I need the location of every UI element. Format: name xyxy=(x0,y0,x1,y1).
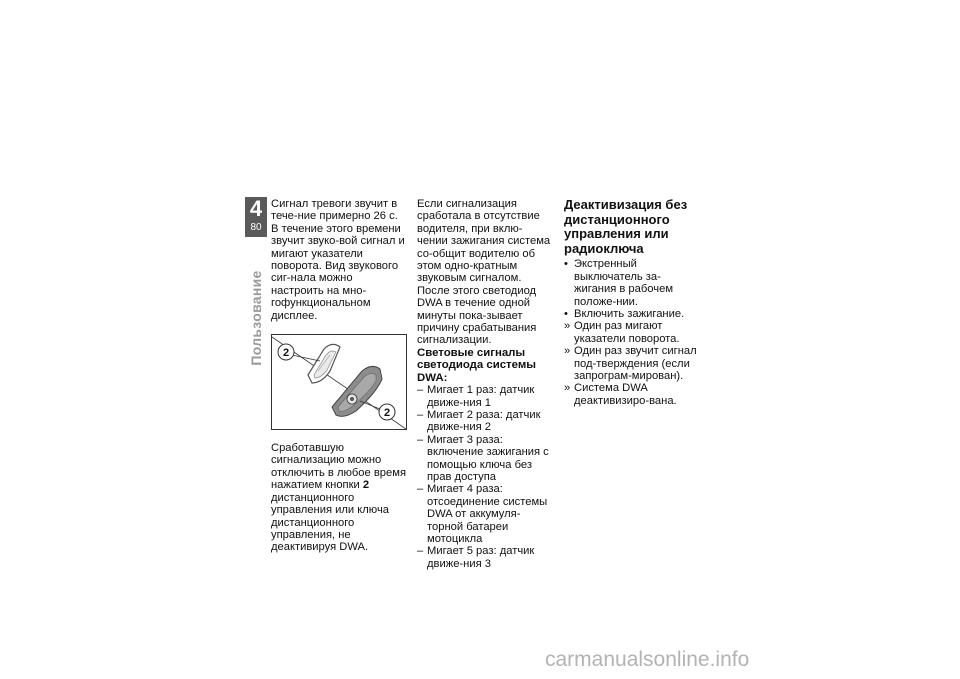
list-item: – Мигает 2 раза: датчик движе-ния 2 xyxy=(417,408,541,434)
list-item: » Один раз мигают указатели поворота. xyxy=(564,320,680,345)
remote-key-illustration xyxy=(271,334,407,430)
list-item: – Мигает 3 раза: включение зажигания с помощью ключа без прав доступа xyxy=(417,433,549,483)
led-signals-heading: Световые сигналы светодиода системы DWA: xyxy=(417,346,536,384)
callout-label-bottom: 2 xyxy=(383,407,391,420)
column-1 xyxy=(271,198,407,554)
page-number: 80 xyxy=(250,222,262,233)
remote-key-drawing xyxy=(272,335,406,429)
list-item: – Мигает 4 раза: отсоединение системы DWA от аккумуля-торной батареи мотоцикла xyxy=(417,483,548,545)
deactivation-heading: Деактивизация без дистанционного управления или радиоключа xyxy=(564,197,688,256)
callout-label-top: 2 xyxy=(282,347,290,360)
column-2 xyxy=(417,198,551,570)
alarm-off-text-a: Сработавшую сигнализацию можно отключить в любое время нажатием кнопки xyxy=(271,442,406,492)
deactivation-steps xyxy=(564,258,700,407)
chapter-number: 4 xyxy=(249,196,263,221)
list-item: • Включить зажигание. xyxy=(564,308,685,320)
list-item: – Мигает 5 раз: датчик движе-ния 3 xyxy=(417,545,535,570)
led-signals-list xyxy=(417,384,551,570)
chapter-tab xyxy=(245,197,267,237)
key-fob-bottom xyxy=(332,366,382,416)
list-item: » Система DWA деактивизиро-вана. xyxy=(564,382,677,407)
absence-alarm-paragraph: Если сигнализация сработала в отсутствие водителя, при вклю-чении зажигания система со-общит водителю об этом одно-кратным звуковым сигналом. После этого светодиод DWA в течение одной минуты пока-зывает причину срабатывания сигнализации. xyxy=(417,198,551,347)
list-item: • Экстренный выключатель за-жигания в рабочем положе-нии. xyxy=(564,258,674,308)
column-3 xyxy=(564,198,700,407)
key-fob-top xyxy=(308,344,340,383)
section-label: Пользование xyxy=(248,270,264,366)
list-item: » Один раз звучит сигнал под-тверждения (если запрограм-мирован). xyxy=(564,345,697,383)
alarm-duration-paragraph: Сигнал тревоги звучит в тече-ние примерно 26 с. В течение этого времени звучит звуко-вой сигнал и мигают указатели поворота. Вид звукового сиг-нала можно настроить на мно-гофункциональном дисплее. xyxy=(271,198,405,322)
alarm-off-key-ref: 2 xyxy=(362,479,370,492)
list-item: – Мигает 1 раз: датчик движе-ния 1 xyxy=(417,384,535,409)
alarm-off-paragraph xyxy=(271,442,407,554)
alarm-off-text-b: дистанционного управления или ключа дистанционного управления, не деактивируя DWA. xyxy=(271,491,390,554)
watermark: carmanualsonline.info xyxy=(545,648,750,671)
